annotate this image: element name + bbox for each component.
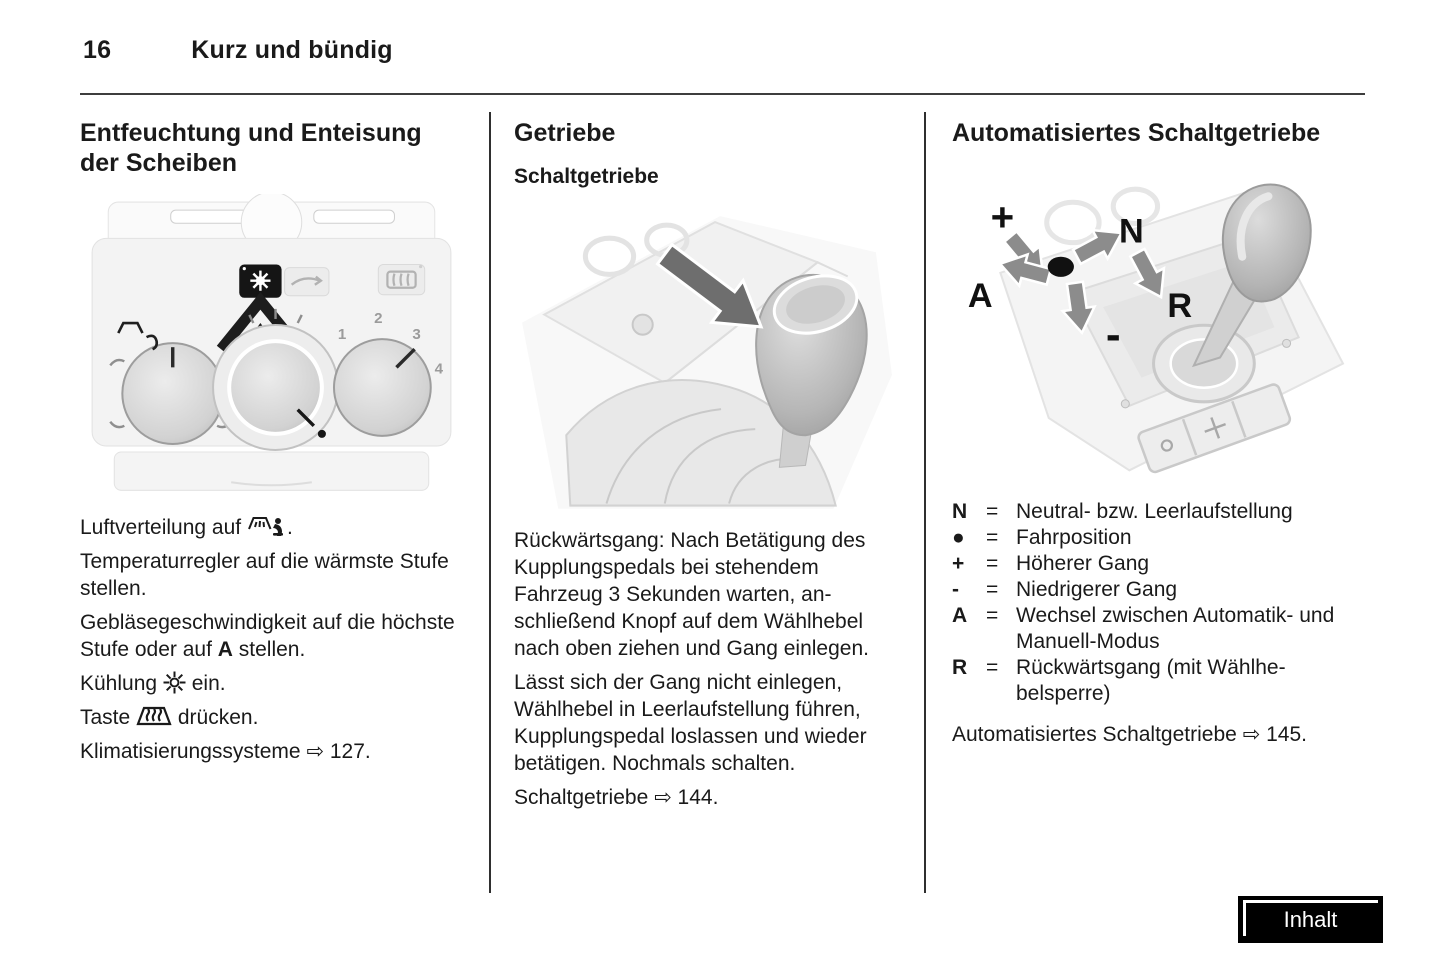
cooling-snowflake-icon	[163, 671, 186, 694]
panel-screw-1	[1121, 400, 1129, 408]
svg-text:-: -	[1105, 310, 1121, 360]
svg-text:4: 4	[434, 360, 444, 378]
gearshift-illustration	[514, 202, 901, 509]
paragraph-climate-reference: Klimatisierungssysteme ⇨ 127.	[80, 739, 371, 764]
page-number: 16	[83, 36, 112, 64]
inhalt-button[interactable]	[1238, 896, 1383, 943]
paragraph-reverse-gear: Rückwärtsgang: Nach Betätigung des Kupplungspedals bei stehendem Fahrzeug 3 Sekunden warten, anschließend Knopf auf dem Wählhebel nach oben ziehen und Gang einlegen.	[514, 528, 869, 660]
svg-text:R: R	[1167, 287, 1193, 326]
paragraph-air-distribution: Luftverteilung auf .	[80, 516, 293, 540]
reference-arrow-icon: ⇨	[654, 784, 672, 809]
paragraph-manual-reference: Schaltgetriebe ⇨ 144.	[514, 784, 719, 809]
reference-arrow-icon: ⇨	[306, 739, 325, 764]
fan-speed-knob	[334, 339, 431, 436]
page-title: Kurz und bündig	[191, 36, 393, 64]
column-separator-right	[924, 112, 926, 893]
console-trim-ring-1	[1047, 202, 1099, 242]
rear-defrost-led-dot	[419, 265, 422, 268]
climate-control-illustration	[80, 194, 463, 496]
svg-text:A: A	[967, 277, 993, 316]
inhalt-button-label: Inhalt	[1283, 906, 1338, 932]
paragraph-cooling: Kühlung ein.	[80, 672, 226, 696]
selector-lever-illustration	[952, 164, 1345, 481]
section-title-defrost: Entfeuchtung und Enteisung der Scheiben	[80, 119, 422, 177]
page-header	[83, 36, 393, 65]
fahrposition-dot	[1048, 257, 1074, 277]
svg-text:1: 1	[337, 326, 347, 344]
column-automated-transmission	[952, 118, 1345, 755]
header-rule	[80, 93, 1365, 95]
air-to-windshield-icon	[247, 514, 287, 538]
console-trim-ring-1	[585, 238, 633, 274]
legend-row-upshift: + = Höherer Gang	[952, 552, 1150, 576]
legend-row-neutral: N = Neutral- bzw. Leerlaufstellung	[952, 500, 1293, 524]
section-title-transmission: Getriebe	[514, 119, 616, 147]
legend-row-drive: ● = Fahrposition	[952, 526, 1132, 550]
svg-text:N: N	[1119, 212, 1144, 251]
recirculation-button	[285, 268, 329, 296]
column-separator-left	[489, 112, 491, 893]
section-title-automated-gearbox: Automatisiertes Schaltgetriebe	[952, 119, 1321, 147]
paragraph-temperature: Temperaturregler auf die wärmste Stufe stellen.	[80, 550, 449, 601]
ac-led-dot	[243, 267, 246, 270]
legend-row-downshift: - = Niedrigerer Gang	[952, 578, 1178, 602]
legend-row-auto-manual: A = Wechsel zwischen Automatik- und Manuell-Modus	[952, 604, 1335, 654]
heated-windshield-icon	[136, 704, 172, 728]
svg-text:3: 3	[412, 326, 421, 344]
panel-screw-2	[1283, 339, 1291, 347]
legend-row-reverse: R = Rückwärtsgang (mit Wählhebelsperre)	[952, 656, 1286, 706]
page-reference-link-127[interactable]: ⇨ 127.	[306, 739, 371, 764]
vent-slot-right	[314, 210, 395, 223]
paragraph-gear-not-engaging: Lässt sich der Gang nicht einlegen, Wählhebel in Leerlaufstellung führen, Kupplungspedal loslassen und wieder betätigen. Nochmals schalten.	[514, 670, 867, 775]
svg-text:2: 2	[374, 310, 383, 328]
column-manual-transmission	[514, 118, 901, 818]
reference-arrow-icon: ⇨	[1242, 722, 1261, 747]
svg-text:+: +	[990, 194, 1015, 240]
paragraph-automated-reference: Automatisiertes Schaltgetriebe ⇨ 145.	[952, 722, 1307, 747]
page-reference-link-145[interactable]: ⇨ 145.	[1242, 722, 1307, 747]
page-reference-link-144[interactable]: ⇨ 144.	[654, 784, 719, 809]
column-defrost	[80, 118, 463, 772]
paragraph-defrost-button: Taste drücken.	[80, 706, 259, 730]
console-button	[633, 315, 653, 335]
vent-slot-left	[171, 210, 252, 223]
subsection-title-manual-gearbox: Schaltgetriebe	[514, 165, 659, 188]
paragraph-fan-speed: Gebläsegeschwindigkeit auf die höchste Stufe oder auf A stellen.	[80, 611, 455, 662]
shift-legend	[952, 499, 1345, 707]
